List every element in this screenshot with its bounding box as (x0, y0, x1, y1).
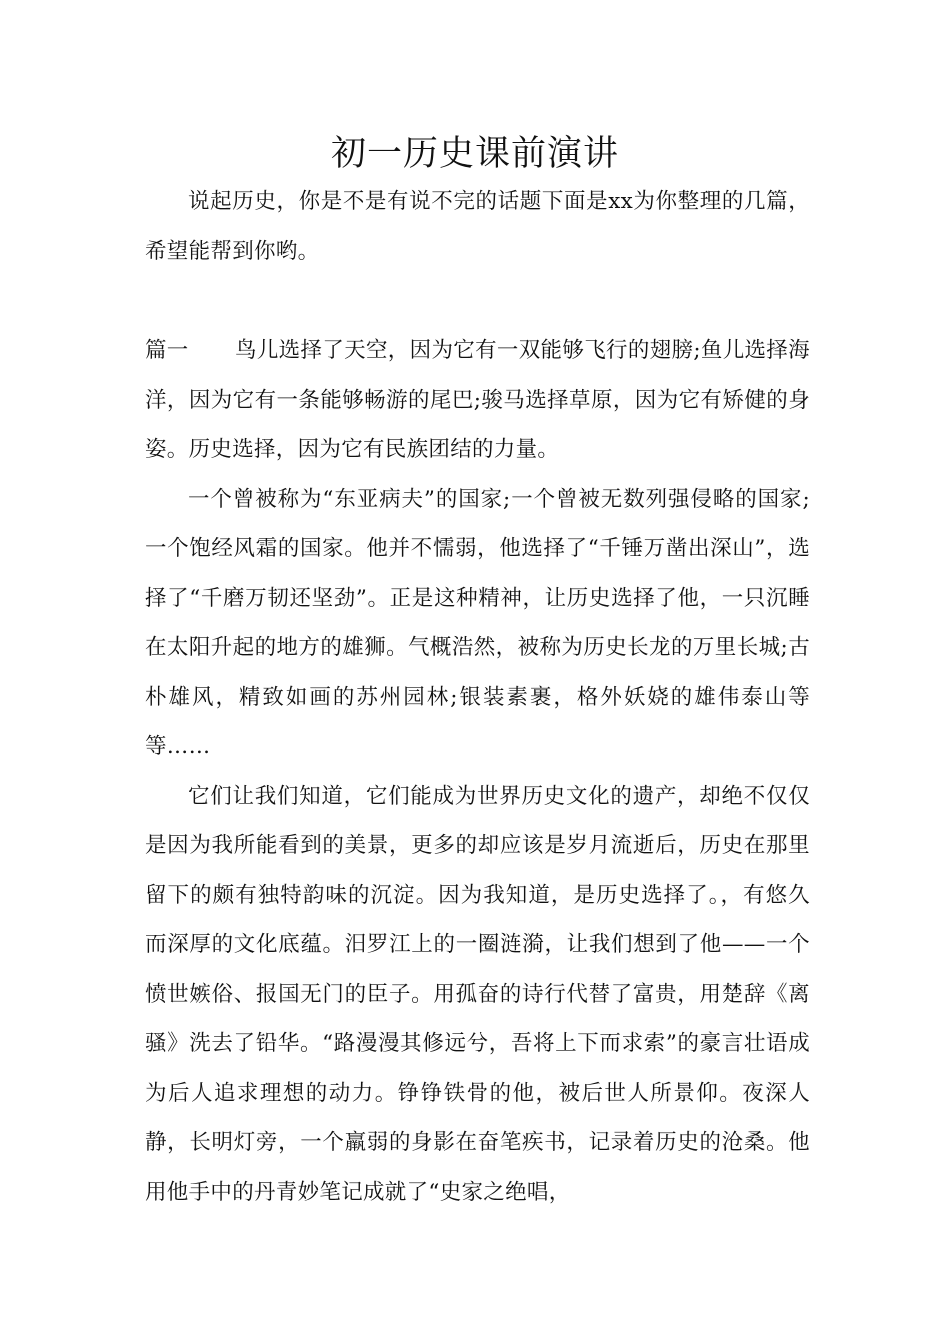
paragraph: 一个曾被称为“东亚病夫”的国家;一个曾被无数列强侵略的国家;一个饱经风霜的国家。他并不懦弱，他选择了“千锤万凿出深山”，选择了“千磨万韧还坚劲”。正是这种精神，让历史选择了他，一只沉睡在太阳升起的地方的雄狮。气概浩然，被称为历史长龙的万里长城;古朴雄风，精致如画的苏州园林;银装素裹，格外妖娆的雄伟泰山等等…… (145, 486, 810, 759)
paragraph-text: 鸟儿选择了天空，因为它有一双能够飞行的翅膀;鱼儿选择海洋，因为它有一条能够畅游的尾巴;骏马选择草原，因为它有矫健的身姿。历史选择，因为它有民族团结的力量。 (145, 338, 810, 462)
section-one-first-paragraph (145, 326, 810, 475)
section-label: 篇一 (145, 338, 189, 363)
paragraph: 它们让我们知道，它们能成为世界历史文化的遗产，却绝不仅仅是因为我所能看到的美景，更多的却应该是岁月流逝后，历史在那里留下的颇有独特韵味的沉淀。因为我知道，是历史选择了。，有悠久而深厚的文化底蕴。汨罗江上的一圈涟漪，让我们想到了他——一个愤世嫉俗、报国无门的臣子。用孤奋的诗行代替了富贵，用楚辞《离骚》洗去了铅华。“路漫漫其修远兮，吾将上下而求索”的豪言壮语成为后人追求理想的动力。铮铮铁骨的他，被后世人所景仰。夜深人静，长明灯旁，一个羸弱的身影在奋笔疾书，记录着历史的沧桑。他用他手中的丹青妙笔记成就了“史家之绝唱， (145, 783, 810, 1205)
intro-block (145, 177, 810, 276)
page-title: 初一历史课前演讲 (330, 134, 619, 174)
intro-paragraph: 说起历史，你是不是有说不完的话题下面是xx为你整理的几篇，希望能帮到你哟。 (145, 189, 810, 264)
section-one (145, 326, 810, 1217)
